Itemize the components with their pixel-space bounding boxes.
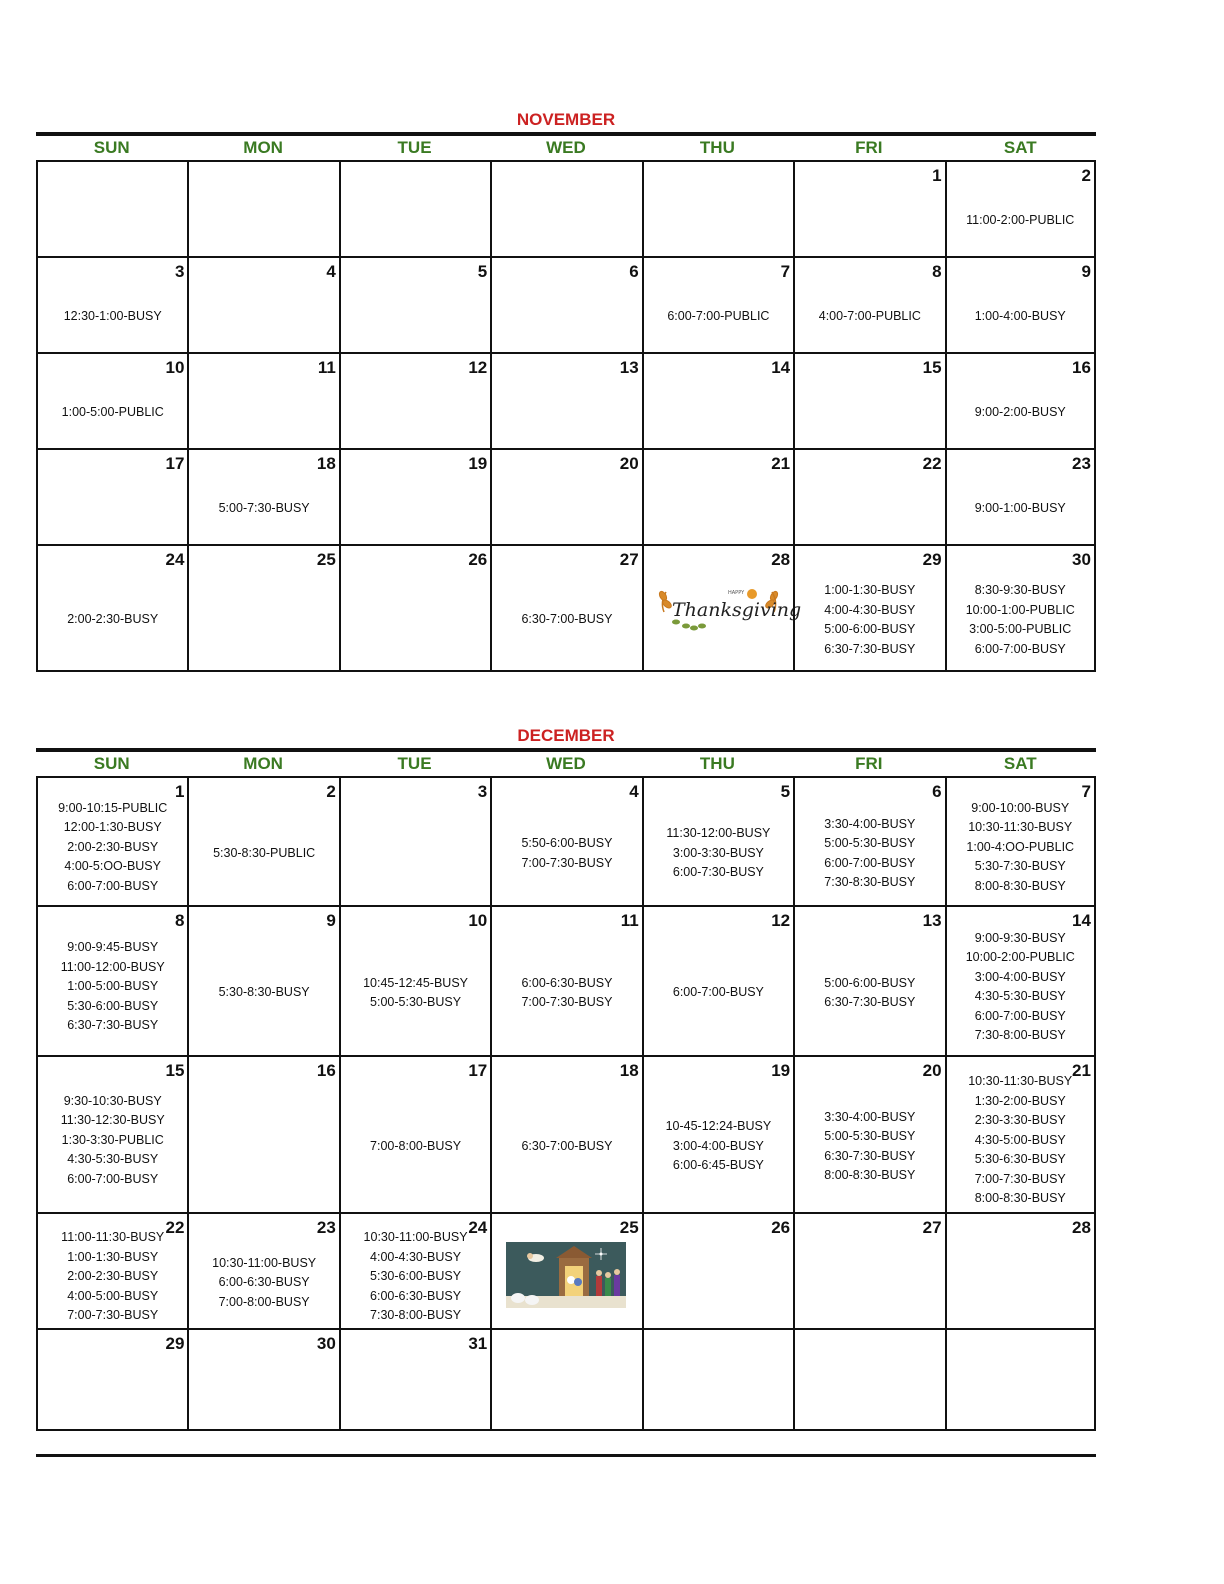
day-cell [793, 1328, 944, 1431]
event-entry: 9:00-10:15-PUBLIC [58, 800, 168, 815]
weekday-label: SAT [1003, 754, 1037, 773]
event-list [795, 804, 944, 903]
day-number: 31 [468, 1334, 488, 1353]
weekday-header [36, 753, 1096, 777]
event-entry: 3:00-4:00-BUSY [974, 969, 1066, 984]
day-cell [945, 905, 1096, 1055]
day-cell [339, 1212, 490, 1328]
event-entry: 5:00-6:00-BUSY [824, 975, 916, 990]
weekday-label: MON [243, 754, 283, 773]
day-cell [36, 1328, 187, 1431]
day-number: 8 [932, 262, 942, 281]
event-entry: 1:00-4:OO-PUBLIC [966, 839, 1075, 854]
divider [36, 748, 1096, 752]
nativity-graphic [506, 1242, 626, 1313]
day-number: 15 [922, 358, 942, 377]
event-entry: 8:30-9:30-BUSY [974, 583, 1066, 597]
day-cell [490, 776, 641, 905]
day-number: 17 [468, 1061, 488, 1080]
event-list [795, 933, 944, 1053]
divider [36, 1454, 1096, 1457]
thanksgiving-small-text: HAPPY [727, 590, 744, 596]
month-title: DECEMBER [517, 726, 615, 745]
event-entry: 6:30-7:30-BUSY [824, 641, 916, 656]
weekday-label: FRI [855, 754, 883, 773]
day-number: 16 [316, 1061, 336, 1080]
day-number: 10 [468, 911, 488, 930]
event-entry: 10:45-12:45-BUSY [363, 975, 469, 990]
event-list [341, 933, 490, 1053]
day-cell [187, 1055, 338, 1212]
day-cell [339, 776, 490, 905]
event-list [795, 284, 944, 350]
event-entry: 4:00-7:00-PUBLIC [818, 309, 921, 324]
day-number: 9 [326, 911, 336, 930]
day-cell [642, 1328, 793, 1431]
day-number: 10 [165, 358, 185, 377]
day-number: 11 [317, 358, 336, 377]
day-number: 14 [771, 358, 791, 377]
event-list [947, 380, 1094, 446]
event-entry: 12:30-1:00-BUSY [63, 309, 162, 324]
day-cell [187, 905, 338, 1055]
day-number: 5 [780, 782, 791, 801]
event-list [341, 1228, 490, 1326]
event-entry: 6:30-7:30-BUSY [824, 995, 916, 1009]
day-cell [945, 160, 1096, 256]
weekday-label: TUE [397, 138, 432, 157]
event-entry: 8:00-8:30-BUSY [974, 1191, 1066, 1206]
event-entry: 10-45-12:24-BUSY [665, 1119, 772, 1134]
day-cell [36, 1055, 187, 1212]
weekday-label: SUN [93, 138, 130, 157]
day-cell [187, 352, 338, 448]
day-cell [945, 776, 1096, 905]
day-cell [187, 1328, 338, 1431]
event-list [947, 572, 1094, 668]
day-number: 28 [771, 550, 791, 569]
week-row [36, 352, 1096, 448]
day-cell [945, 1055, 1096, 1212]
event-list [189, 933, 338, 1053]
event-list [947, 792, 1094, 903]
day-cell [945, 448, 1096, 544]
day-number: 19 [771, 1061, 791, 1080]
event-entry: 6:00-7:30-BUSY [672, 865, 764, 880]
day-cell [339, 448, 490, 544]
event-list [492, 804, 641, 903]
event-entry: 7:30-8:00-BUSY [974, 1028, 1066, 1042]
day-cell [36, 1212, 187, 1328]
event-list [795, 1083, 944, 1210]
week-row [36, 544, 1096, 672]
event-entry: 10:00-1:00-PUBLIC [965, 602, 1075, 617]
day-cell [36, 776, 187, 905]
event-entry: 11:30-12:30-BUSY [60, 1113, 165, 1128]
event-entry: 5:50-6:00-BUSY [521, 836, 613, 850]
day-number: 9 [1081, 262, 1091, 281]
event-list [795, 572, 944, 668]
event-entry: 9:00-1:00-BUSY [974, 501, 1066, 516]
weekday-label: MON [243, 138, 283, 157]
event-entry: 10:30-11:30-BUSY [968, 1074, 1073, 1089]
day-cell [490, 352, 641, 448]
day-number: 4 [326, 262, 336, 281]
nativity-image [506, 1242, 626, 1308]
event-entry: 6:00-7:00-BUSY [974, 641, 1066, 656]
event-entry: 4:30-5:30-BUSY [974, 989, 1066, 1003]
event-entry: 11:30-12:00-BUSY [666, 826, 771, 841]
event-entry: 5:00-5:30-BUSY [370, 995, 462, 1009]
event-entry: 11:00-12:00-BUSY [60, 959, 165, 974]
event-entry: 5:00-5:30-BUSY [824, 836, 916, 850]
day-cell [945, 352, 1096, 448]
weekday-header [36, 137, 1096, 161]
event-entry: 9:00-9:30-BUSY [974, 930, 1066, 945]
day-number: 20 [922, 1061, 942, 1080]
day-cell [490, 544, 641, 672]
event-entry: 5:30-6:00-BUSY [370, 1269, 462, 1284]
day-cell [642, 776, 793, 905]
day-cell [793, 160, 944, 256]
event-entry: 6:30-7:30-BUSY [824, 1148, 916, 1163]
day-cell [339, 352, 490, 448]
day-number: 1 [932, 166, 942, 185]
thanksgiving-big-text: Thanksgiving [671, 599, 801, 621]
event-entry: 5:30-7:30-BUSY [974, 859, 1066, 874]
event-entry: 6:30-7:00-BUSY [521, 1138, 613, 1153]
event-entry: 3:30-4:00-BUSY [824, 816, 916, 831]
day-number: 12 [771, 911, 791, 930]
day-number: 18 [619, 1061, 639, 1080]
day-cell [187, 448, 338, 544]
day-number: 5 [477, 262, 488, 281]
day-cell [187, 160, 338, 256]
event-entry: 7:00-8:00-BUSY [218, 1294, 310, 1309]
day-cell [642, 1212, 793, 1328]
day-number: 2 [1081, 166, 1091, 185]
event-list [947, 284, 1094, 350]
event-entry: 5:00-5:30-BUSY [824, 1129, 916, 1143]
weekday-label: THU [699, 138, 735, 157]
event-entry: 5:30-6:00-BUSY [67, 998, 159, 1013]
day-cell [36, 352, 187, 448]
event-list [947, 188, 1094, 254]
event-entry: 1:30-2:00-BUSY [974, 1093, 1066, 1108]
day-cell [490, 256, 641, 352]
event-list [492, 933, 641, 1053]
event-entry: 7:00-7:30-BUSY [521, 995, 613, 1009]
day-number: 13 [619, 358, 639, 377]
day-cell [490, 1055, 641, 1212]
day-number: 11 [620, 911, 639, 930]
event-entry: 2:30-3:30-BUSY [974, 1113, 1066, 1128]
event-entry: 9:30-10:30-BUSY [63, 1093, 162, 1108]
event-entry: 9:00-9:45-BUSY [67, 940, 159, 955]
event-list [38, 792, 187, 903]
event-entry: 7:30-8:30-BUSY [824, 875, 916, 889]
day-cell [793, 256, 944, 352]
day-number: 17 [165, 454, 185, 473]
event-entry: 4:00-5:00-BUSY [67, 1288, 159, 1303]
event-entry: 6:00-7:00-BUSY [67, 878, 159, 893]
event-entry: 6:00-7:00-PUBLIC [667, 309, 770, 324]
event-entry: 7:00-7:30-BUSY [521, 855, 613, 870]
event-entry: 6:00-6:30-BUSY [521, 975, 613, 990]
day-number: 20 [619, 454, 639, 473]
event-entry: 1:30-3:30-PUBLIC [61, 1132, 164, 1147]
day-number: 26 [468, 550, 488, 569]
day-number: 3 [174, 262, 185, 281]
day-cell [945, 544, 1096, 672]
day-cell [793, 352, 944, 448]
event-entry: 1:00-5:00-BUSY [67, 979, 159, 994]
event-entry: 4:00-5:OO-BUSY [64, 859, 161, 874]
day-number: 19 [468, 454, 488, 473]
day-number: 21 [771, 454, 791, 473]
day-cell [642, 1055, 793, 1212]
day-cell [793, 544, 944, 672]
event-list [38, 1228, 187, 1326]
day-cell [642, 448, 793, 544]
day-number: 25 [619, 1218, 639, 1237]
day-number: 22 [922, 454, 942, 473]
day-cell [642, 352, 793, 448]
week-row [36, 448, 1096, 544]
event-entry: 6:00-6:30-BUSY [370, 1288, 462, 1303]
day-cell [490, 448, 641, 544]
day-number: 1 [174, 782, 185, 801]
day-number: 6 [629, 262, 639, 281]
day-number: 23 [316, 1218, 336, 1237]
thanksgiving-image [656, 582, 801, 636]
day-number: 25 [316, 550, 336, 569]
day-number: 15 [165, 1061, 185, 1080]
event-entry: 3:00-4:00-BUSY [672, 1138, 764, 1153]
day-cell [490, 1212, 641, 1328]
day-cell [187, 1212, 338, 1328]
day-cell [793, 1055, 944, 1212]
day-number: 26 [771, 1218, 791, 1237]
day-cell [36, 905, 187, 1055]
week-row [36, 1328, 1096, 1431]
event-list [644, 284, 793, 350]
day-cell [339, 1055, 490, 1212]
event-list [38, 1071, 187, 1210]
event-list [38, 284, 187, 350]
event-list [947, 476, 1094, 542]
event-entry: 6:00-7:00-BUSY [824, 855, 916, 870]
event-entry: 6:30-7:00-BUSY [521, 612, 613, 627]
event-entry: 10:30-11:30-BUSY [968, 820, 1073, 835]
event-entry: 6:00-6:45-BUSY [672, 1158, 764, 1173]
day-number: 8 [174, 911, 185, 930]
event-entry: 9:00-2:00-BUSY [974, 405, 1066, 420]
day-number: 13 [922, 911, 942, 930]
event-entry: 1:00-1:30-BUSY [824, 583, 916, 597]
event-entry: 12:00-1:30-BUSY [63, 820, 162, 835]
day-cell [36, 256, 187, 352]
event-entry: 11:00-11:30-BUSY [61, 1230, 165, 1245]
day-number: 3 [477, 782, 488, 801]
event-list [341, 1083, 490, 1210]
month-title: NOVEMBER [516, 110, 616, 129]
week-row [36, 256, 1096, 352]
day-cell [339, 905, 490, 1055]
day-cell [945, 1328, 1096, 1431]
event-list [38, 572, 187, 668]
event-list [38, 921, 187, 1053]
day-cell [36, 160, 187, 256]
day-cell [339, 544, 490, 672]
event-list [644, 933, 793, 1053]
event-entry: 7:00-7:30-BUSY [67, 1308, 159, 1323]
day-cell [793, 1212, 944, 1328]
event-entry: 1:00-5:00-PUBLIC [61, 405, 164, 420]
weekday-label: FRI [855, 138, 883, 157]
event-entry: 8:00-8:30-BUSY [974, 878, 1066, 893]
day-number: 18 [316, 454, 336, 473]
event-entry: 7:30-8:00-BUSY [370, 1308, 462, 1323]
week-row [36, 160, 1096, 256]
event-entry: 10:30-11:00-BUSY [212, 1255, 317, 1270]
day-number: 27 [922, 1218, 942, 1237]
event-entry: 6:30-7:30-BUSY [67, 1018, 159, 1033]
event-entry: 3:00-5:00-PUBLIC [969, 622, 1072, 636]
day-number: 2 [326, 782, 336, 801]
week-row [36, 776, 1096, 905]
day-cell [36, 448, 187, 544]
weekday-label: WED [546, 754, 586, 773]
day-number: 23 [1072, 454, 1091, 473]
day-cell [945, 1212, 1096, 1328]
day-cell [793, 448, 944, 544]
event-entry: 4:30-5:00-BUSY [974, 1132, 1066, 1147]
event-entry: 6:00-7:00-BUSY [672, 985, 764, 1000]
day-number: 14 [1072, 911, 1091, 930]
event-entry: 7:00-8:00-BUSY [370, 1138, 462, 1153]
event-entry: 9:00-10:00-BUSY [971, 800, 1070, 815]
event-list [492, 1083, 641, 1210]
day-cell [187, 776, 338, 905]
event-entry: 6:00-7:00-BUSY [974, 1008, 1066, 1023]
day-cell [793, 776, 944, 905]
day-cell [642, 256, 793, 352]
day-number: 12 [468, 358, 488, 377]
day-number: 7 [1081, 782, 1091, 801]
day-number: 30 [316, 1334, 336, 1353]
november-calendar [36, 110, 1096, 675]
event-list [189, 804, 338, 903]
day-number: 16 [1072, 358, 1091, 377]
december-calendar [36, 726, 1096, 1436]
day-cell [339, 160, 490, 256]
day-number: 7 [780, 262, 791, 281]
day-cell [945, 256, 1096, 352]
day-cell [642, 905, 793, 1055]
day-number: 21 [1072, 1061, 1091, 1080]
event-entry: 1:00-1:30-BUSY [67, 1249, 159, 1264]
day-number: 24 [165, 550, 185, 569]
day-cell [793, 905, 944, 1055]
day-number: 6 [932, 782, 942, 801]
event-entry: 4:00-4:30-BUSY [370, 1249, 462, 1264]
event-entry: 2:00-2:30-BUSY [67, 839, 159, 854]
event-list [947, 921, 1094, 1053]
event-entry: 5:30-8:30-BUSY [218, 985, 310, 1000]
event-entry: 4:30-5:30-BUSY [67, 1152, 159, 1167]
event-entry: 6:00-6:30-BUSY [218, 1275, 310, 1290]
thanksgiving-graphic [656, 582, 801, 641]
day-number: 4 [629, 782, 639, 801]
event-entry: 10:00-2:00-PUBLIC [965, 950, 1075, 964]
day-number: 30 [1072, 550, 1091, 569]
day-cell [490, 160, 641, 256]
day-number: 29 [165, 1334, 185, 1353]
event-entry: 1:00-4:00-BUSY [974, 309, 1066, 324]
event-entry: 5:00-6:00-BUSY [824, 622, 916, 636]
event-entry: 2:00-2:30-BUSY [67, 1269, 159, 1284]
event-entry: 7:00-7:30-BUSY [974, 1171, 1066, 1186]
event-entry: 5:30-8:30-PUBLIC [213, 845, 316, 860]
week-row [36, 1212, 1096, 1328]
weekday-label: SUN [93, 754, 130, 773]
event-list [644, 804, 793, 903]
event-list [189, 476, 338, 542]
event-list [947, 1071, 1094, 1210]
day-cell [642, 544, 801, 672]
week-row [36, 1055, 1096, 1212]
event-list [189, 1240, 338, 1326]
weekday-label: WED [546, 138, 586, 157]
event-entry: 8:00-8:30-BUSY [824, 1168, 916, 1182]
day-cell [187, 544, 338, 672]
day-number: 28 [1072, 1218, 1091, 1237]
day-number: 22 [165, 1218, 185, 1237]
event-entry: 2:00-2:30-BUSY [67, 612, 159, 627]
day-cell [490, 905, 641, 1055]
day-number: 24 [468, 1218, 488, 1237]
event-entry: 3:00-3:30-BUSY [672, 845, 764, 860]
event-list [38, 380, 187, 446]
day-cell [36, 544, 187, 672]
day-cell [642, 160, 793, 256]
day-number: 29 [922, 550, 942, 569]
day-cell [187, 256, 338, 352]
event-entry: 6:00-7:00-BUSY [67, 1171, 159, 1186]
event-entry: 5:30-6:30-BUSY [974, 1152, 1066, 1167]
event-entry: 4:00-4:30-BUSY [824, 602, 916, 617]
weekday-label: THU [699, 754, 735, 773]
day-cell [339, 256, 490, 352]
day-number: 27 [619, 550, 639, 569]
event-entry: 3:30-4:00-BUSY [824, 1109, 916, 1124]
event-entry: 5:00-7:30-BUSY [218, 501, 310, 516]
event-entry: 11:00-2:00-PUBLIC [966, 213, 1075, 228]
divider [36, 132, 1096, 136]
weekday-label: TUE [397, 754, 432, 773]
week-row [36, 905, 1096, 1055]
day-cell [339, 1328, 490, 1431]
day-cell [490, 1328, 641, 1431]
event-entry: 10:30-11:00-BUSY [363, 1230, 468, 1245]
weekday-label: SAT [1003, 138, 1037, 157]
event-list [644, 1083, 793, 1210]
event-list [492, 572, 641, 668]
